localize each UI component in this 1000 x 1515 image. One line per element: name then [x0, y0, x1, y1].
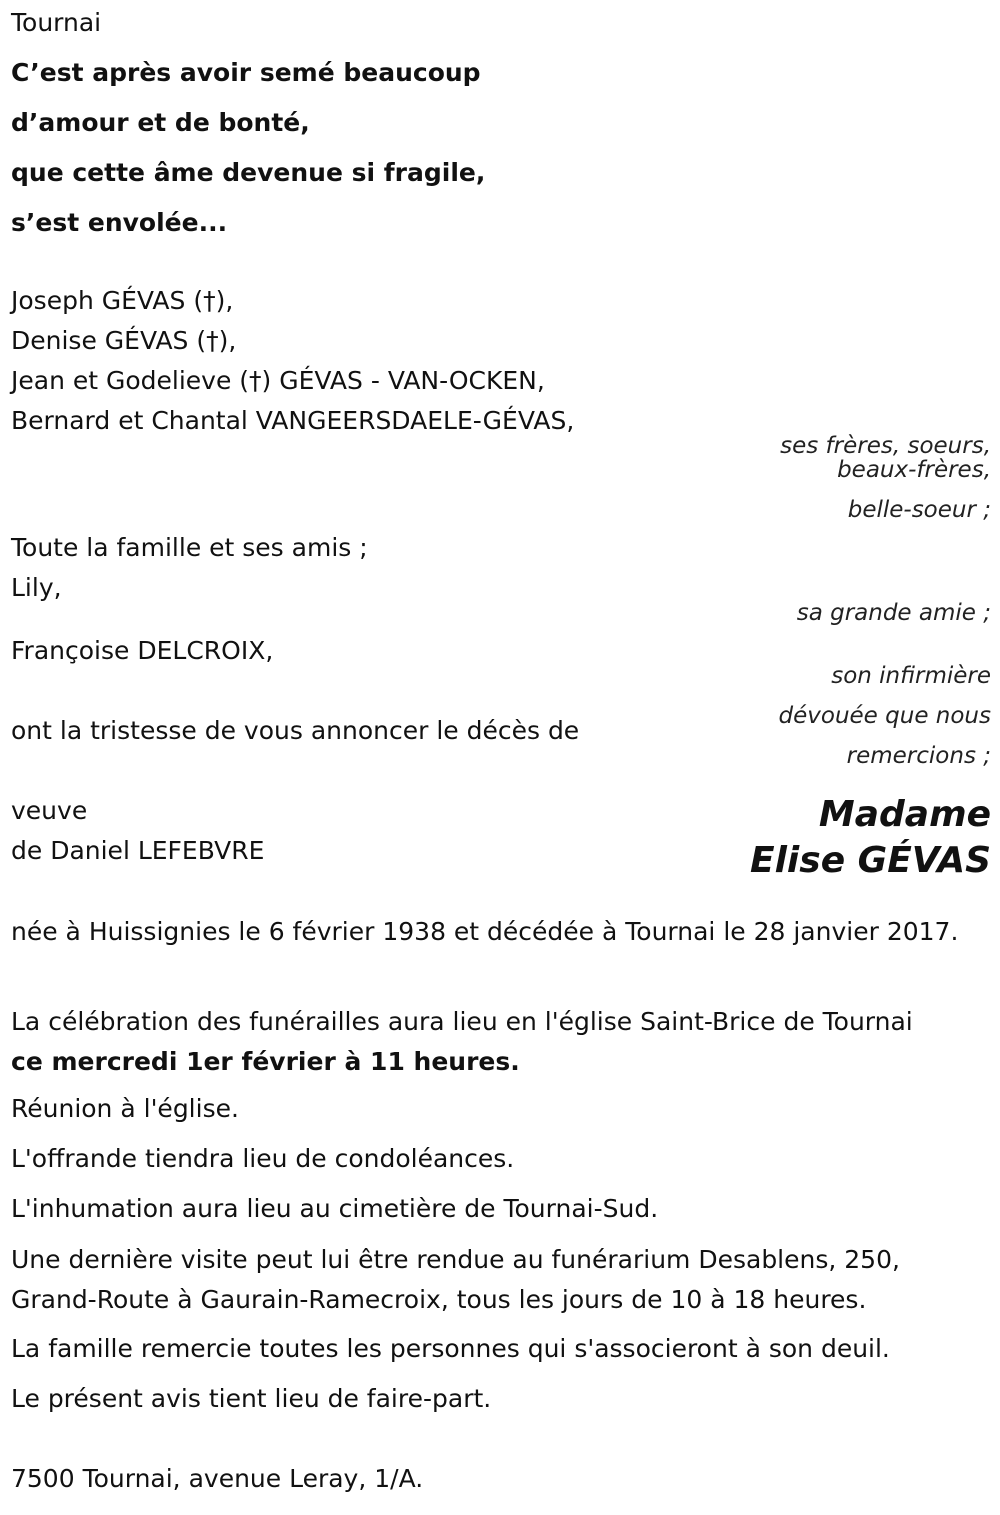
ceremony-time: ce mercredi 1er février à 11 heures. [11, 1047, 520, 1076]
siblings-role-line: belle-soeur ; [847, 497, 991, 523]
siblings-role [780, 434, 991, 482]
meeting-info: Réunion à l'église. [11, 1094, 239, 1123]
friend-role: sa grande amie ; [796, 600, 991, 626]
family-member: Bernard et Chantal VANGEERSDAELE-GÉVAS, [11, 406, 575, 435]
spouse-name: de Daniel LEFEBVRE [11, 836, 265, 865]
burial-info: L'inhumation aura lieu au cimetière de Tournai-Sud. [11, 1194, 659, 1223]
extended-family: Toute la famille et ses amis ; [11, 533, 368, 562]
family-member: Jean et Godelieve (†) GÉVAS - VAN-OCKEN, [11, 366, 545, 395]
obituary-notice [11, 0, 991, 1515]
family-member: Denise GÉVAS (†), [11, 326, 237, 355]
deceased-title: Madame [818, 794, 991, 835]
nurse-name: Françoise DELCROIX, [11, 636, 274, 665]
address: 7500 Tournai, avenue Leray, 1/A. [11, 1464, 424, 1493]
visit-info: Une dernière visite peut lui être rendue au funérarium Desablens, 250, Grand-Route à Gaurain-Ramecroix, tous les jours de 10 à 18 heures. [11, 1245, 900, 1314]
deceased-name: Elise GÉVAS [750, 840, 991, 881]
siblings-role-line: ses frères, soeurs, [780, 433, 991, 459]
siblings-role-line: beaux-frères, [837, 457, 991, 483]
thanks-info: La famille remercie toutes les personnes qui s'associeront à son deuil. [11, 1334, 890, 1363]
family-member: Joseph GÉVAS (†), [11, 286, 234, 315]
poem-line-2: d’amour et de bonté, [11, 108, 310, 137]
announcement-intro: ont la tristesse de vous annoncer le décès de [11, 716, 580, 745]
nurse-role-line: son infirmière [831, 663, 991, 689]
widow-label: veuve [11, 796, 88, 825]
offering-info: L'offrande tiendra lieu de condoléances. [11, 1144, 515, 1173]
nurse-role-line: remercions ; [846, 743, 991, 769]
poem-line-1: C’est après avoir semé beaucoup [11, 58, 481, 87]
friend-name: Lily, [11, 573, 62, 602]
poem-line-4: s’est envolée... [11, 208, 228, 237]
poem-line-3: que cette âme devenue si fragile, [11, 158, 486, 187]
nurse-role-line: dévouée que nous [778, 703, 991, 729]
ceremony-place: La célébration des funérailles aura lieu en l'église Saint-Brice de Tournai [11, 1007, 913, 1036]
birth-death-dates: née à Huissignies le 6 février 1938 et décédée à Tournai le 28 janvier 2017. [11, 917, 959, 946]
ceremony-info [11, 1002, 981, 1082]
city-heading: Tournai [11, 8, 102, 37]
notice-info: Le présent avis tient lieu de faire-part. [11, 1384, 492, 1413]
